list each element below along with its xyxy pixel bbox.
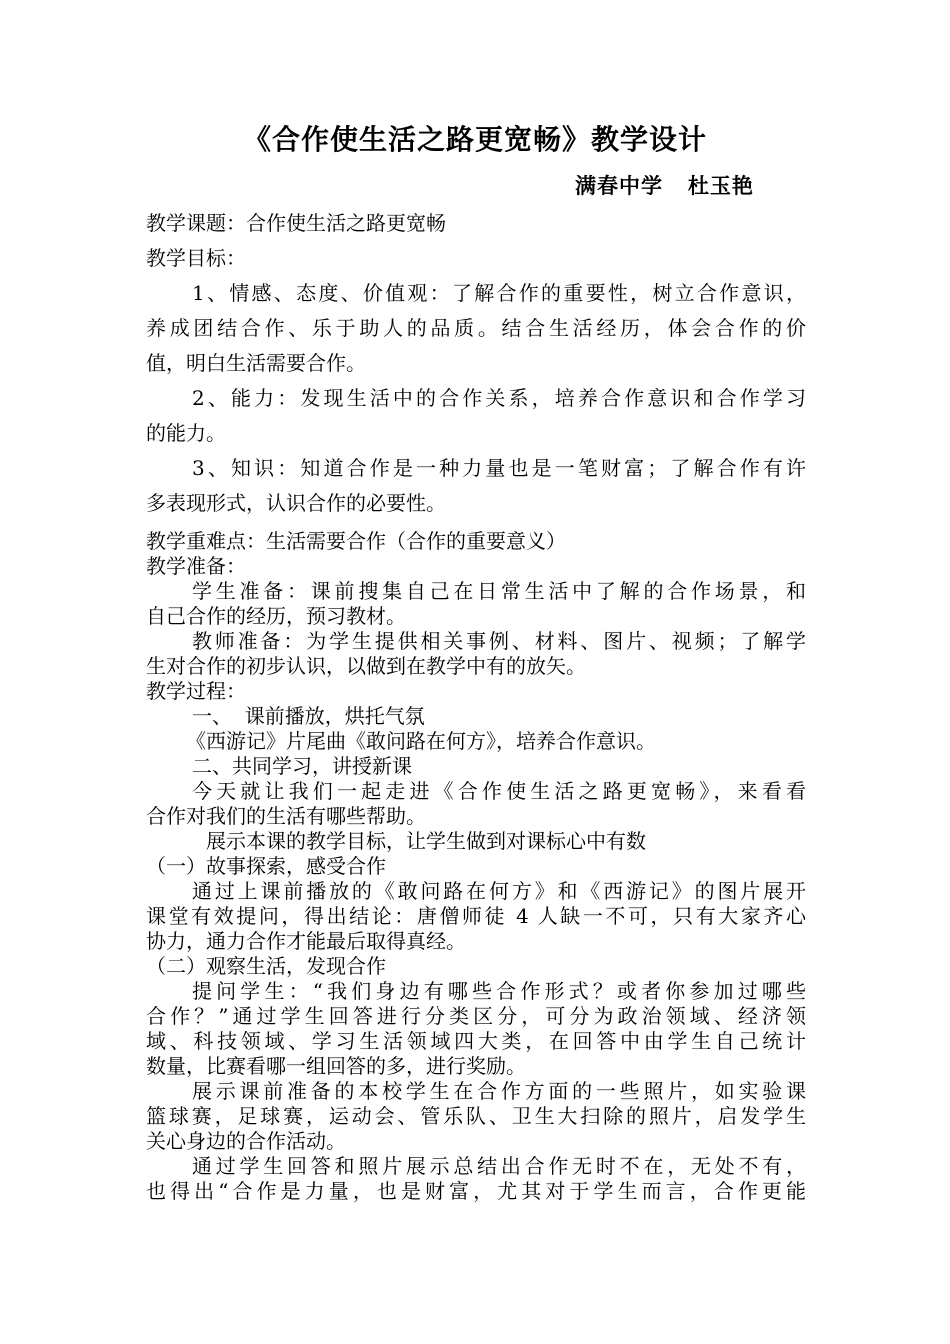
sub-section-1-line: 课堂有效提问，得出结论：唐僧师徒 4 人缺一不可，只有大家齐心 [146,904,806,928]
sub-section-1-line: 通过上课前播放的《敢问路在何方》和《西游记》的图片展开 [192,879,806,903]
summary-line: 也得出“合作是力量，也是财富，尤其对于学生而言，合作更能 [146,1179,806,1203]
sub-section-2-line: 数量，比赛看哪一组回答的多，进行奖励。 [146,1054,526,1078]
objective-1-line: 1、情感、态度、价值观：了解合作的重要性，树立合作意识， [192,281,806,305]
objective-3-line: 3、知识：知道合作是一种力量也是一笔财富；了解合作有许 [192,456,806,480]
step-2-text-line: 今天就让我们一起走进《合作使生活之路更宽畅》，来看看 [192,779,806,803]
prep-heading: 教学准备： [146,554,246,578]
step-2-show: 展示本课的教学目标，让学生做到对课标心中有数 [206,829,646,853]
objective-1 [146,276,806,381]
author-line: 满春中学 杜玉艳 [575,173,754,198]
topic-line: 教学课题：合作使生活之路更宽畅 [146,211,446,235]
prep-student-line: 自己合作的经历，预习教材。 [146,604,406,628]
document-title: 《合作使生活之路更宽畅》教学设计 [242,123,707,156]
prep-teacher-line: 生对合作的初步认识，以做到在教学中有的放矢。 [146,654,586,678]
sub-section-2-line: 域、科技领域、学习生活领域四大类，在回答中由学生自己统计 [146,1029,806,1053]
process-heading: 教学过程： [146,679,246,703]
summary-line: 通过学生回答和照片展示总结出合作无时不在，无处不有， [192,1154,806,1178]
step-2-heading: 二、共同学习，讲授新课 [192,754,412,778]
objective-1-line: 值，明白生活需要合作。 [146,351,366,375]
objective-3-line: 多表现形式，认识合作的必要性。 [146,491,446,515]
objective-2 [146,381,806,451]
sub-section-1-line: 协力，通力合作才能最后取得真经。 [146,929,466,953]
step-2-text-line: 合作对我们的生活有哪些帮助。 [146,804,426,828]
sub-section-2-heading: （二）观察生活，发现合作 [146,954,386,978]
key-points: 教学重难点：生活需要合作（合作的重要意义） [146,529,566,553]
photos-line: 展示课前准备的本校学生在合作方面的一些照片，如实验课 [192,1079,806,1103]
objective-3 [146,451,806,521]
step-1-heading: 一、 课前播放，烘托气氛 [192,704,425,728]
photos-line: 关心身边的合作活动。 [146,1129,346,1153]
step-1-text: 《西游记》片尾曲《敢问路在何方》，培养合作意识。 [186,729,656,753]
objective-1-line: 养成团结合作、乐于助人的品质。结合生活经历，体会合作的价 [146,316,806,340]
objectives-heading: 教学目标： [146,246,246,270]
prep-teacher-line: 教师准备：为学生提供相关事例、材料、图片、视频；了解学 [192,629,806,653]
sub-section-2-line: 提问学生：“我们身边有哪些合作形式？或者你参加过哪些 [192,979,806,1003]
sub-section-1-heading: （一）故事探索，感受合作 [146,854,386,878]
document-body [146,206,806,1204]
photos-line: 篮球赛，足球赛，运动会、管乐队、卫生大扫除的照片，启发学生 [146,1104,806,1128]
objective-2-line: 的能力。 [146,421,226,445]
prep-student-line: 学生准备：课前搜集自己在日常生活中了解的合作场景，和 [192,579,806,603]
objective-2-line: 2、能力：发现生活中的合作关系，培养合作意识和合作学习 [192,386,806,410]
sub-section-2-line: 合作？”通过学生回答进行分类区分，可分为政治领域、经济领 [146,1004,806,1028]
